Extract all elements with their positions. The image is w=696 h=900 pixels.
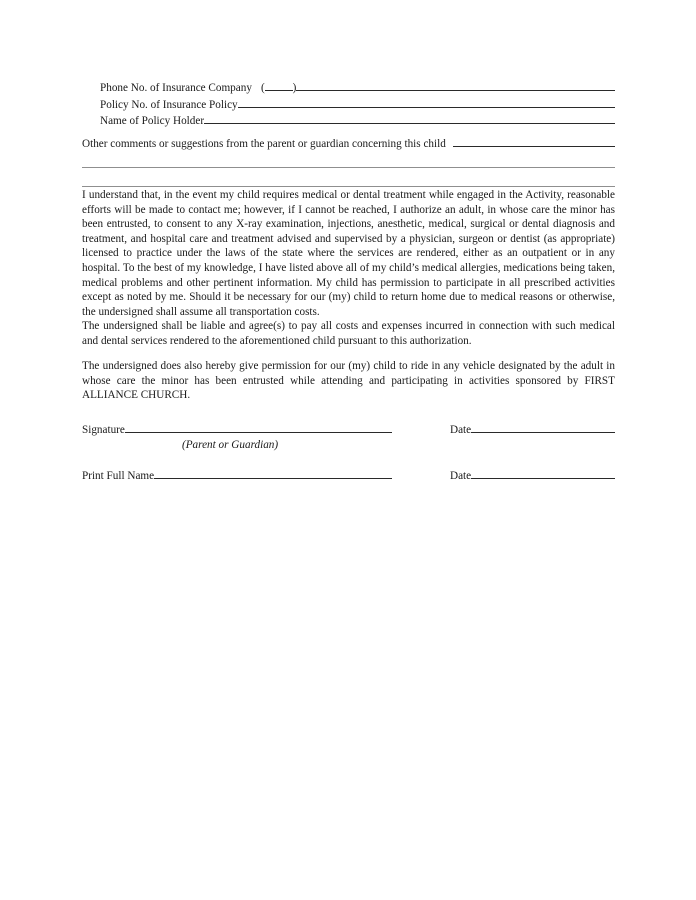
phone-area-code-group <box>261 79 296 96</box>
print-name-field-group <box>82 467 392 484</box>
other-comments-block <box>82 135 615 187</box>
paragraph-liability-costs: The undersigned shall be liable and agree(s) to pay all costs and expenses incurred in connection with such medical and dental services rendered to the aforementioned child pursuant to this authorization. <box>82 320 615 347</box>
print-name-rule[interactable] <box>154 467 392 479</box>
signature-date-label: Date <box>450 424 472 436</box>
other-comments-blank-rule-1[interactable] <box>82 152 615 168</box>
field-label-policy-number: Policy No. of Insurance Policy <box>100 98 238 111</box>
policy-number-rule[interactable] <box>238 96 615 108</box>
field-label-policy-holder-name: Name of Policy Holder <box>100 115 205 128</box>
signature-block <box>82 421 615 484</box>
signature-date-rule[interactable] <box>471 421 615 433</box>
phone-area-code-rule[interactable] <box>265 79 293 91</box>
signature-row <box>82 421 615 438</box>
print-name-label: Print Full Name <box>82 470 155 483</box>
policy-holder-name-rule[interactable] <box>204 112 615 124</box>
signature-field-group <box>82 421 392 438</box>
print-name-date-field-group <box>450 467 615 484</box>
field-row-phone-insurance-company <box>100 79 615 96</box>
other-comments-label: Other comments or suggestions from the parent or guardian concerning this child <box>82 138 446 150</box>
print-name-date-rule[interactable] <box>471 467 615 479</box>
signature-date-field-group <box>450 421 615 438</box>
print-name-row <box>82 467 615 484</box>
field-row-policy-number <box>100 96 615 113</box>
paren-open-glyph: ( <box>260 82 265 94</box>
paren-close-glyph: ) <box>292 82 297 94</box>
insurance-fields-block <box>100 79 615 129</box>
paragraph-medical-authorization: I understand that, in the event my child requires medical or dental treatment while engaged in the Activity, reasonable efforts will be made to contact me; however, if I cannot be reached, I authorize an adult, in whose care the minor has been entrusted, to consent to any X-ray examination, injections, anesthetic, medical, surgical or dental diagnosis and treatment, and hospital care and treatment advised and supervised by a physician, surgeon or dentist (as appropriate) licensed to practice under the laws of the state where the services are rendered, either as an outpatient or in any hospital. To the best of my knowledge, I have listed above all of my child’s medical allergies, medications being taken, medical problems and other pertinent information. My child has permission to participate in all prescribed activities except as noted by me. Should it be necessary for our (my) child to return home due to medical reasons or otherwise, the undersigned shall assume all transportation costs. <box>82 189 615 318</box>
signature-caption: (Parent or Guardian) <box>182 438 279 451</box>
other-comments-blank-rule-2[interactable] <box>82 171 615 187</box>
paragraph-transportation-permission: The undersigned does also hereby give permission for our (my) child to ride in any vehicle designated by the adult in whose care the minor has been entrusted while attending and participating in activities sponsored by FIRST ALLIANCE CHURCH. <box>82 360 615 402</box>
other-comments-rule[interactable] <box>453 135 615 147</box>
phone-insurance-company-rule[interactable] <box>296 79 615 91</box>
signature-label: Signature <box>82 424 125 436</box>
signature-rule[interactable] <box>125 421 392 433</box>
field-row-policy-holder-name <box>100 112 615 129</box>
field-label-phone-insurance-company: Phone No. of Insurance Company <box>100 82 252 94</box>
print-name-date-label: Date <box>450 470 472 483</box>
other-comments-row <box>82 135 615 152</box>
